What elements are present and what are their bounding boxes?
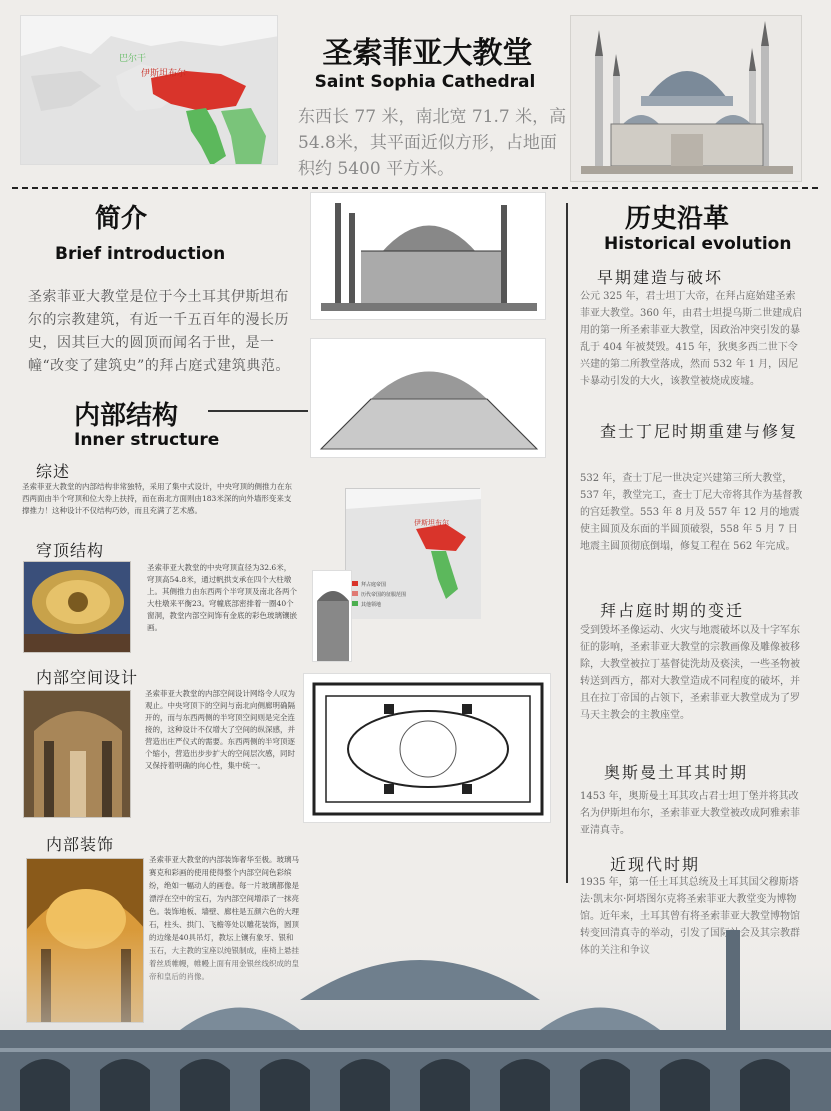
inner-heading-en: Inner structure [74, 430, 220, 450]
decor-body: 圣索菲亚大教堂的内部装饰奢华至极。玻璃马赛克和彩画的使用使得整个内部空间色彩缤纷，绝如一幅动人的画卷。每一片玻璃都像是漂浮在空中的宝石，为内部空间增添了一抹亮色。装饰地板、墙壁、廊柱是五颜六色的大理石，柱头、拱门、飞檐等处以雕花装饰，圆顶 [149, 855, 299, 929]
legend-item-2: 历代帝国的征服范围 [361, 592, 407, 598]
history-section-title-2: 查士丁尼时期重建与修复 [600, 422, 799, 441]
column-divider [566, 203, 568, 883]
interior-photo [23, 690, 131, 818]
history-section-body-3: 受到毁坏圣像运动、火灾与地震破坏以及十字军东征的影响，圣索菲亚大教堂的宗教画像及雕像被移除，大教堂被拉丁基督徒洗劫及亵渎，一些圣物被转送到西方，都对大教堂造成不同程度的破坏，并且在拉丁帝国的占领下，圣索菲亚大教堂成为了罗马天主教会的主教座堂。 [580, 625, 800, 721]
history-section-title-1: 早期建造与破坏 [597, 268, 724, 287]
intro-heading-zh: 简介 [95, 204, 148, 234]
history-section-title-4: 奥斯曼土耳其时期 [604, 763, 749, 782]
history-section-title-3: 拜占庭时期的变迁 [600, 601, 745, 620]
empire-map-inset [345, 488, 480, 618]
page-title-en: Saint Sophia Cathedral [314, 72, 536, 92]
dome-body: 圣索菲亚大教堂的中央穹顶直径为32.6米，穹顶高54.8米，通过帆拱支承在四个大柱墩上。其侧推力由东西两个半穹顶及南北各两个大柱墩来平衡23。穹幢底部密排着一圈40个窗洞，教堂内部空间饰有金底的彩色玻璃镶嵌画。 [147, 563, 297, 632]
legend-item-3: 其他领地 [361, 602, 382, 608]
space-label: 内部空间设计 [36, 668, 139, 687]
cutaway-sketch [310, 338, 546, 458]
inner-heading-connector [208, 410, 308, 412]
history-heading-en: Historical evolution [604, 234, 792, 254]
history-section-body-2: 532 年，查士丁尼一世决定兴建第三所大教堂，537 年，教堂完工，查士丁尼大帝将其作为基督教的宫廷教堂。553 年 8 月及 557 年 12 月的地震使主圆顶及东面的半圆顶破裂，558 年 5 月 7 日地震主圆顶彻底倒塌，修复工程在 562 年完成。 [580, 473, 803, 552]
map-label-istanbul: 伊斯坦布尔 [141, 69, 187, 79]
history-section-body-4: 1453 年，奥斯曼土耳其攻占君士坦丁堡并将其改名为伊斯坦布尔，圣索菲亚大教堂被改成阿雅索菲亚清真寺。 [580, 791, 800, 836]
history-section-body-5: 1935 年，第一任土耳其总统及土耳其国父穆斯塔法·凯末尔·阿塔图尔克将圣索菲亚大教堂变为博物馆。近年来，土耳其曾有将圣索菲亚大教堂博物馆 [580, 877, 800, 922]
page-title-zh: 圣索菲亚大教堂 [322, 36, 533, 71]
overview-body: 圣索菲亚大教堂的内部结构非常独特，采用了集中式设计，中央穹顶的侧推力在东西两面由半个穹顶和位大券上扶持，而在南北方面则由183米深的向外墙形变来支撑推力！这种设计不仅结构巧妙，而且充满了艺术感。 [22, 482, 292, 515]
intro-heading-en: Brief introduction [55, 244, 226, 264]
history-section-title-5: 近现代时期 [610, 855, 701, 874]
header-divider [12, 187, 818, 189]
dome-label: 穹顶结构 [36, 541, 105, 560]
space-body: 圣索菲亚大教堂的内部空间设计网络令人叹为观止。中央穹顶下的空间与南北向侧廊明确隔开的，而与东西两侧的半穹顶空间则是完全连接的，这种设计不仅增大了空间的纵深感，并营造出庄严仪式的需要。东西两侧的半穹顶逐个缩小，营造出步步扩大的空间层次感，同时又保持着明确的向心性，集中统一。 [145, 689, 295, 770]
dimensions-text: 东西长 77 米，南北宽 71.7 米，高54.8米，其平面近似方形，占地面积约 5400 平方米。 [298, 107, 567, 179]
mosque-panorama [0, 930, 831, 1111]
legend-item-1: 拜占庭帝国 [361, 582, 387, 588]
facade-detail-sketch [312, 570, 352, 662]
history-section-body-1: 公元 325 年，君士坦丁大帝，在拜占庭始建圣索菲亚大教堂。360 年，由君士坦提乌斯二世建成启用的第一所圣索菲亚大教堂，因政治冲突引发的暴乱于 404 年被焚毁。415 年，狄奥多西二世下令兴建的第二所教堂落成，然而 532 年 1 月，因尼卡暴动引发的大火，该教堂被烧成废墟。 [580, 291, 803, 387]
decor-label: 内部装饰 [46, 835, 115, 854]
map-label-balkans: 巴尔干 [119, 54, 147, 64]
cathedral-sketch [310, 192, 546, 320]
intro-body: 圣索菲亚大教堂是位于今土耳其伊斯坦布尔的宗教建筑，有近一千五百年的漫长历史，因其巨大的圆顶而闻名于世，是一幢“改变了建筑史”的拜占庭式建筑典范。 [28, 289, 290, 374]
inset-label: 伊斯坦布尔 [414, 519, 449, 527]
cathedral-illustration [570, 15, 802, 182]
empire-map-top [20, 15, 278, 165]
history-heading-zh: 历史沿革 [625, 204, 730, 234]
dome-photo [23, 561, 131, 653]
floor-plan [303, 673, 551, 823]
overview-label: 综述 [36, 462, 71, 481]
inner-heading-zh: 内部结构 [74, 401, 179, 431]
